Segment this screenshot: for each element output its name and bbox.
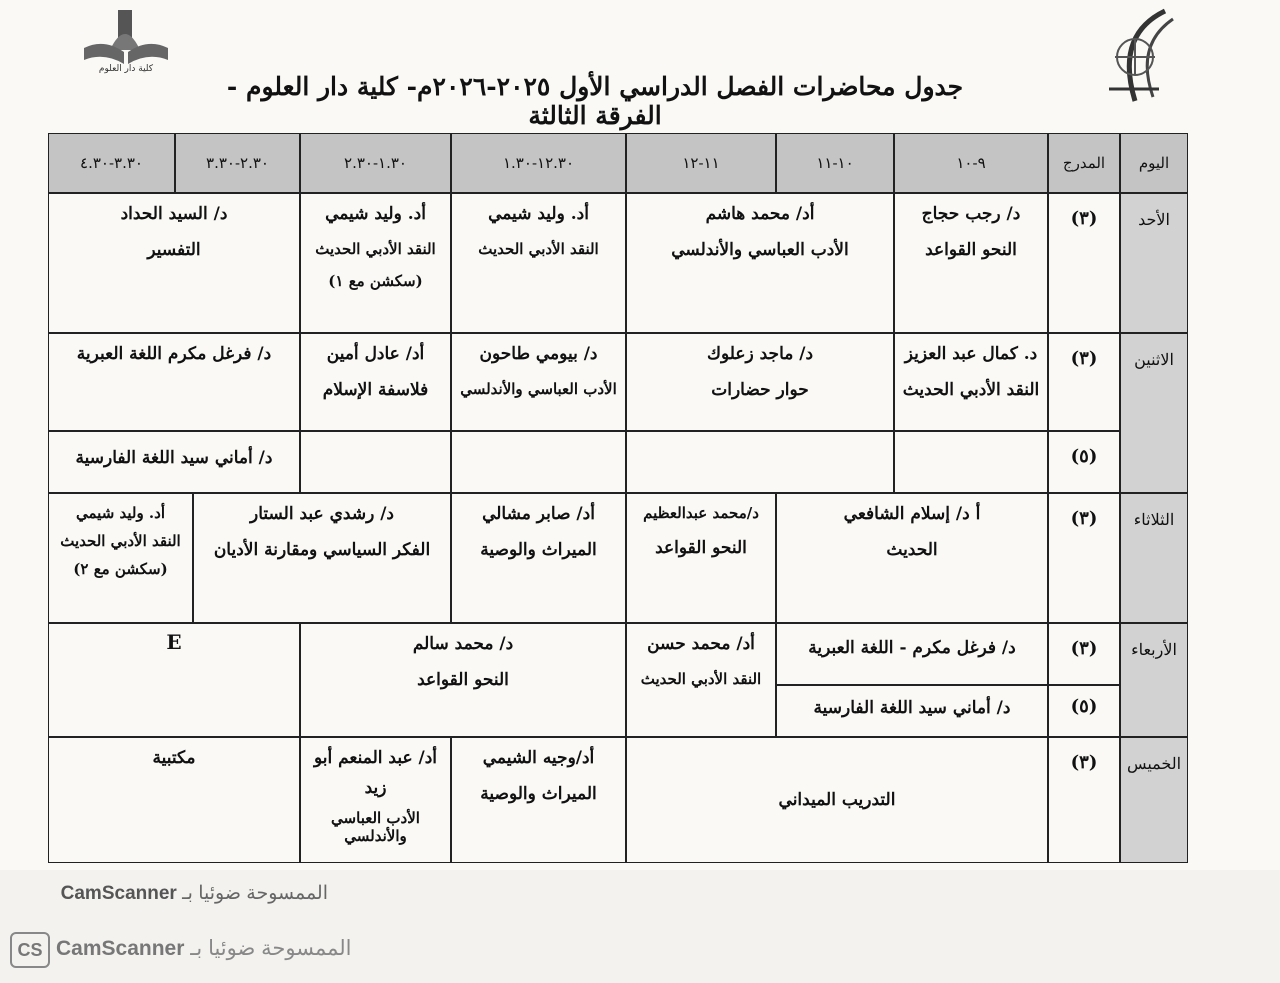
hall-thursday: (٣) (1048, 737, 1120, 863)
sunday-slot-5 (48, 193, 300, 333)
tuesday-slot-2 (626, 493, 776, 623)
tuesday-slot-3 (451, 493, 626, 623)
section-note: (سكشن مع ٢) (73, 560, 168, 578)
wednesday-slot-2 (626, 623, 776, 737)
hall-tuesday: (٣) (1048, 493, 1120, 623)
header-time-11-12: ١١-١٢ (626, 133, 776, 193)
header-day: اليوم (1120, 133, 1188, 193)
wednesday-slot-4 (48, 623, 300, 737)
course: حوار حضارات (711, 380, 809, 401)
monday-slot-4 (300, 333, 451, 431)
activity: مكتبية (152, 748, 196, 768)
section-note: (سكشن مع ١) (328, 272, 423, 291)
lecturer: أد. وليد شيمي (325, 204, 426, 224)
monday-sub-slot-empty-4 (300, 431, 451, 493)
monday-slot-3 (451, 333, 626, 431)
header-time-1230-130: ١٢.٣٠-١.٣٠ (451, 133, 626, 193)
course: النحو القواعد (655, 538, 747, 558)
tuesday-slot-1 (776, 493, 1048, 623)
camscanner-logo-icon: CS (10, 932, 50, 968)
monday-slot-5 (48, 333, 300, 431)
course: الميراث والوصية (480, 540, 597, 561)
header-time-330-430: ٣.٣٠-٤.٣٠ (48, 133, 175, 193)
lecturer: أد/ محمد حسن (647, 634, 755, 654)
lecturer-course: د/ فرغل مكرم - اللغة العبرية (808, 638, 1016, 658)
course: النقد الأدبي الحديث (902, 380, 1040, 401)
monday-sub-slot-5 (48, 431, 300, 493)
thursday-slot-2 (451, 737, 626, 863)
header-time-10-11: ١٠-١١ (776, 133, 894, 193)
camscanner-watermark (61, 882, 328, 905)
lecturer: أد/ محمد هاشم (705, 204, 815, 224)
sunday-slot-4 (300, 193, 451, 333)
sunday-slot-3 (451, 193, 626, 333)
lecturer-course: د/ أماني سيد اللغة الفارسية (75, 448, 273, 468)
page-title: جدول محاضرات الفصل الدراسي الأول ٢٠٢٥-٢٠٢٦م- كلية دار العلوم - الفرقة الثالثة (226, 72, 964, 130)
hall-wednesday: (٣) (1048, 623, 1120, 685)
tuesday-slot-4 (193, 493, 451, 623)
course: الميراث والوصية (480, 784, 597, 805)
university-logo (1095, 5, 1185, 105)
thursday-slot-4 (48, 737, 300, 863)
lecturer: أ د/ إسلام الشافعي (843, 504, 981, 524)
tuesday-slot-5 (48, 493, 193, 623)
header-time-9-10: ٩-١٠ (894, 133, 1048, 193)
wednesday-slot-3 (300, 623, 626, 737)
lecturer: أد/ صابر مشالي (482, 504, 595, 524)
lecturer-cont: زيد (364, 778, 387, 799)
watermark-brand: CamScanner (60, 883, 177, 904)
sunday-slot-2 (626, 193, 894, 333)
hall-wednesday-2: (٥) (1048, 685, 1120, 737)
camscanner-footer (56, 936, 352, 961)
lecturer: د/ رجب حجاج (921, 204, 1021, 224)
lecturer-course: د/ أماني سيد اللغة الفارسية (813, 698, 1011, 718)
lecturer: د/ ماجد زعلوك (706, 344, 814, 364)
course: النقد الأدبي الحديث (640, 670, 762, 689)
lecturer: أد/ عبد المنعم أبو (313, 748, 438, 768)
monday-sub-slot-empty-2 (626, 431, 894, 493)
hall-sunday: (٣) (1048, 193, 1120, 333)
day-sunday: الأحد (1120, 193, 1188, 333)
schedule-table (48, 133, 1188, 863)
lecturer: د/ محمد سالم (412, 634, 514, 654)
day-tuesday: الثلاثاء (1120, 493, 1188, 623)
hall-monday-2: (٥) (1048, 431, 1120, 493)
footer-prefix: الممسوحة ضوئيا بـ (190, 937, 352, 960)
monday-sub-slot-empty-3 (451, 431, 626, 493)
lecturer: د/ السيد الحداد (120, 204, 228, 224)
lecturer: أد. وليد شيمي (488, 204, 589, 224)
hall-monday: (٣) (1048, 333, 1120, 431)
elective-code: E (166, 630, 182, 654)
faculty-logo (80, 8, 172, 80)
lecturer: أد/ عادل أمين (326, 344, 425, 364)
faculty-logo-caption: كلية دار العلوم (98, 64, 154, 74)
thursday-slot-1 (626, 737, 1048, 863)
course: الحديث (886, 540, 938, 561)
course: النقد الأدبي الحديث (60, 532, 181, 550)
lecturer: د. كمال عبد العزيز (904, 344, 1038, 364)
wednesday-sub-slot-1 (776, 685, 1048, 737)
lecturer: أد/وجيه الشيمي (482, 748, 595, 768)
course: النقد الأدبي الحديث (478, 240, 599, 259)
monday-slot-2 (626, 333, 894, 431)
course: النحو القواعد (417, 670, 509, 691)
thursday-slot-3 (300, 737, 451, 863)
header-time-230-330: ٢.٣٠-٣.٣٠ (175, 133, 300, 193)
header-hall: المدرج (1048, 133, 1120, 193)
day-monday: الاثنين (1120, 333, 1188, 493)
lecturer-course: د/ فرغل مكرم اللغة العبرية (76, 344, 272, 364)
course: فلاسفة الإسلام (322, 380, 429, 401)
sunday-slot-1 (894, 193, 1048, 333)
lecturer: د/ رشدي عبد الستار (249, 504, 394, 524)
day-wednesday: الأربعاء (1120, 623, 1188, 737)
lecturer: د/محمد عبدالعظيم (643, 504, 759, 522)
day-thursday: الخميس (1120, 737, 1188, 863)
monday-slot-1 (894, 333, 1048, 431)
header-time-130-230: ١.٣٠-٢.٣٠ (300, 133, 451, 193)
course: النقد الأدبي الحديث (315, 240, 436, 259)
course: الأدب العباسي والأندلسي (460, 380, 617, 399)
footer-brand: CamScanner (56, 937, 185, 960)
course: الأدب العباسي والأندلسي (671, 240, 849, 261)
course: الأدب العباسي والأندلسي (331, 808, 420, 845)
wednesday-slot-1 (776, 623, 1048, 685)
lecturer: أد. وليد شيمي (76, 504, 165, 522)
course: الفكر السياسي ومقارنة الأديان (213, 540, 431, 561)
course: النحو القواعد (925, 240, 1017, 261)
activity: التدريب الميداني (778, 790, 896, 810)
monday-sub-slot-empty-1 (894, 431, 1048, 493)
lecturer: د/ بيومي طاحون (479, 344, 598, 364)
course: التفسير (147, 240, 201, 261)
watermark-prefix: الممسوحة ضوئيا بـ (182, 883, 328, 904)
